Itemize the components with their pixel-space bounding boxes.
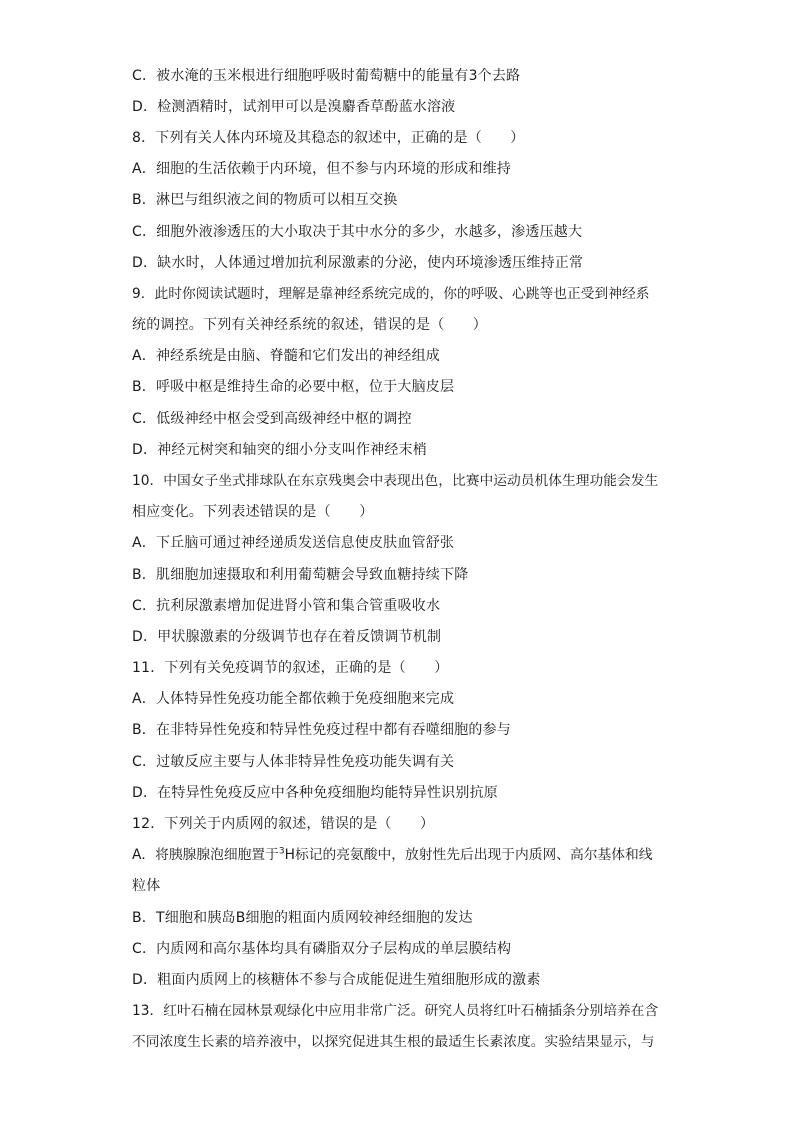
q8-option-d: D．缺水时，人体通过增加抗利尿激素的分泌，使内环境渗透压维持正常 [132, 255, 584, 271]
q12-option-a-prefix: A．将胰腺腺泡细胞置于 [132, 847, 279, 863]
q12-stem: 12．下列关于内质网的叙述，错误的是（ ） [132, 816, 435, 832]
q10-option-d: D．甲状腺激素的分级调节也存在着反馈调节机制 [132, 629, 442, 645]
q12-option-a-superscript: 3 [278, 846, 285, 857]
q7-option-d: D．检测酒精时，试剂甲可以是溴麝香草酚蓝水溶液 [132, 99, 456, 115]
q13-stem-line1: 13．红叶石楠在园林景观绿化中应用非常广泛。研究人员将红叶石楠插条分别培养在含 [132, 1003, 659, 1019]
q7-option-c: C．被水淹的玉米根进行细胞呼吸时葡萄糖中的能量有3个去路 [132, 68, 521, 84]
q9-option-d: D．神经元树突和轴突的细小分支叫作神经末梢 [132, 442, 427, 458]
q12-option-c: C．内质网和高尔基体均具有磷脂双分子层构成的单层膜结构 [132, 941, 512, 957]
q9-option-c: C．低级神经中枢会受到高级神经中枢的调控 [132, 411, 412, 427]
q10-option-c: C．抗利尿激素增加促进肾小管和集合管重吸收水 [132, 598, 441, 614]
q8-option-c: C．细胞外液渗透压的大小取决于其中水分的多少，水越多，渗透压越大 [132, 224, 583, 240]
q9-stem-line1: 9．此时你阅读试题时，理解是靠神经系统完成的，你的呼吸、心跳等也正受到神经系 [132, 286, 650, 302]
q13-stem-line2: 不同浓度生长素的培养液中，以探究促进其生根的最适生长素浓度。实验结果显示，与 [132, 1034, 655, 1050]
q12-option-a-line1 [132, 846, 653, 864]
q11-stem: 11．下列有关免疫调节的叙述，正确的是（ ） [132, 660, 449, 676]
q8-stem: 8．下列有关人体内环境及其稳态的叙述中，正确的是（ ） [132, 130, 525, 146]
q12-option-b: B．T细胞和胰岛B细胞的粗面内质网较神经细胞的发达 [132, 910, 473, 926]
q10-option-b: B．肌细胞加速摄取和利用葡萄糖会导致血糖持续下降 [132, 567, 469, 583]
q10-option-a: A．下丘脑可通过神经递质发送信息使皮肤血管舒张 [132, 535, 455, 551]
q11-option-b: B．在非特异性免疫和特异性免疫过程中都有吞噬细胞的参与 [132, 722, 512, 738]
q12-option-d: D．粗面内质网上的核糖体不参与合成能促进生殖细胞形成的激素 [132, 972, 541, 988]
q11-option-d: D．在特异性免疫反应中各种免疫细胞均能特异性识别抗原 [132, 785, 498, 801]
q12-option-a-rest: H标记的亮氨酸中，放射性先后出现于内质网、高尔基体和线 [284, 847, 653, 863]
q10-stem-line1: 10．中国女子坐式排球队在东京残奥会中表现出色，比赛中运动员机体生理功能会发生 [132, 473, 659, 489]
q11-option-c: C．过敏反应主要与人体非特异性免疫功能失调有关 [132, 754, 455, 770]
q10-stem-line2: 相应变化。下列表述错误的是（ ） [132, 504, 374, 520]
q9-stem-line2: 统的调控。下列有关神经系统的叙述，错误的是（ ） [132, 317, 487, 333]
q9-option-b: B．呼吸中枢是维持生命的必要中枢，位于大脑皮层 [132, 379, 455, 395]
q12-option-a-line2: 粒体 [132, 878, 161, 894]
q8-option-b: B．淋巴与组织液之间的物质可以相互交换 [132, 192, 398, 208]
q11-option-a: A．人体特异性免疫功能全都依赖于免疫细胞来完成 [132, 691, 455, 707]
q9-option-a: A．神经系统是由脑、脊髓和它们发出的神经组成 [132, 348, 440, 364]
q8-option-a: A．细胞的生活依赖于内环境，但不参与内环境的形成和维持 [132, 161, 511, 177]
